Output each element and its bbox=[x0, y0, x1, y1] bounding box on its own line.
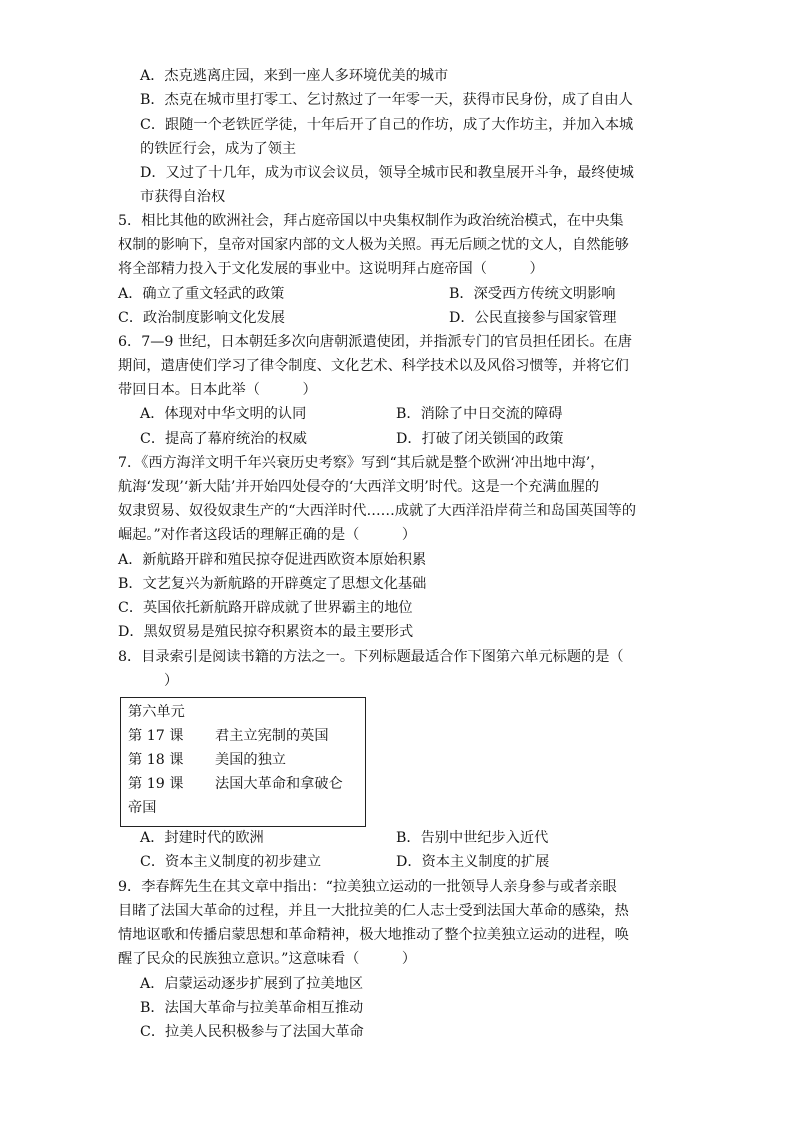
q7-option-c: C．英国依托新航路开辟成就了世界霸主的地位 bbox=[118, 600, 413, 616]
q6-option-c: C．提高了幕府统治的权威 bbox=[140, 431, 307, 447]
q6-stem-line2: 期间，遣唐使们学习了律令制度、文化艺术、科学技术以及风俗习惯等，并将它们 bbox=[118, 358, 629, 374]
q4-option-c-cont: 的铁匠行会，成为了领主 bbox=[140, 141, 297, 157]
q6-stem: 6．7—9 世纪，日本朝廷多次向唐朝派遣使团，并指派专门的官员担任团长。在唐 bbox=[118, 334, 632, 350]
q5-option-b: B．深受西方传统文明影响 bbox=[449, 286, 616, 302]
q4-option-d: D．又过了十几年，成为市议会议员，领导全城市民和教皇展开斗争，最终使城 bbox=[140, 165, 634, 181]
q7-option-a: A．新航路开辟和殖民掠夺促进西欧资本原始积累 bbox=[118, 552, 427, 568]
q5-option-c: C．政治制度影响文化发展 bbox=[118, 310, 285, 326]
q6-option-d: D．打破了闭关锁国的政策 bbox=[396, 431, 564, 447]
q8-option-a: A．封建时代的欧洲 bbox=[140, 830, 264, 846]
toc-lesson-title: 美国的独立 bbox=[215, 752, 286, 768]
q7-stem-line3: 奴隶贸易、奴役奴隶生产的“大西洋时代……成就了大西洋沿岸荷兰和岛国英国等的 bbox=[118, 503, 637, 519]
q8-option-b: B．告别中世纪步入近代 bbox=[396, 830, 549, 846]
toc-lesson-title: 君主立宪制的英国 bbox=[215, 728, 329, 744]
q7-stem-line2: 航海‘发现’‘新大陆’并开始四处侵夺的‘大西洋文明’时代。这是一个充满血腥的 bbox=[118, 479, 600, 495]
q5-stem: 5．相比其他的欧洲社会，拜占庭帝国以中央集权制作为政治统治模式，在中央集 bbox=[118, 213, 624, 229]
q5-stem-line3: 将全部精力投入于文化发展的事业中。这说明拜占庭帝国（ ） bbox=[118, 261, 544, 277]
q8-option-d: D．资本主义制度的扩展 bbox=[396, 854, 550, 870]
q8-option-c: C．资本主义制度的初步建立 bbox=[140, 854, 322, 870]
q9-stem: 9．李春辉先生在其文章中指出：“拉美独立运动的一批领导人亲身参与或者亲眼 bbox=[118, 879, 617, 895]
q5-option-d: D．公民直接参与国家管理 bbox=[449, 310, 617, 326]
q8-stem-line2: ） bbox=[164, 673, 179, 689]
q9-option-b: B．法国大革命与拉美革命相互推动 bbox=[140, 1000, 364, 1016]
toc-lesson-title-cont: 帝国 bbox=[128, 800, 157, 816]
toc-lesson-title: 法国大革命和拿破仑 bbox=[215, 776, 343, 792]
q4-option-b: B．杰克在城市里打零工、乞讨熬过了一年零一天，获得市民身份，成了自由人 bbox=[140, 92, 633, 108]
q8-stem: 8．目录索引是阅读书籍的方法之一。下列标题最适合作下图第六单元标题的是（ bbox=[118, 649, 624, 665]
q9-stem-line2: 目睹了法国大革命的过程，并且一大批拉美的仁人志士受到法国大革命的感染，热 bbox=[118, 903, 629, 919]
q4-option-d-cont: 市获得自治权 bbox=[140, 189, 226, 205]
q7-stem: 7．《西方海洋文明千年兴衰历史考察》写到“其后就是整个欧洲‘冲出地中海’， bbox=[118, 455, 605, 471]
q4-option-a: A．杰克逃离庄园，来到一座人多环境优美的城市 bbox=[140, 68, 449, 84]
q9-stem-line3: 情地讴歌和传播启蒙思想和革命精神，极大地推动了整个拉美独立运动的进程，唤 bbox=[118, 927, 629, 943]
q5-stem-line2: 权制的影响下，皇帝对国家内部的文人极为关照。再无后顾之忧的文人，自然能够 bbox=[118, 237, 629, 253]
q7-stem-line4: 崛起。”对作者这段话的理解正确的是（ ） bbox=[118, 527, 417, 543]
q5-option-a: A．确立了重文轻武的政策 bbox=[118, 286, 285, 302]
q9-stem-line4: 醒了民众的民族独立意识。”这意味看（ ） bbox=[118, 951, 417, 967]
q9-option-c: C．拉美人民积极参与了法国大革命 bbox=[140, 1024, 364, 1040]
q6-option-b: B．消除了中日交流的障碍 bbox=[396, 406, 563, 422]
toc-unit-title: 第六单元 bbox=[128, 704, 185, 720]
q6-option-a: A．体现对中华文明的认同 bbox=[140, 406, 307, 422]
q6-stem-line3: 带回日本。日本此举（ ） bbox=[118, 382, 317, 398]
q7-option-d: D．黑奴贸易是殖民掠夺积累资本的最主要形式 bbox=[118, 624, 414, 640]
toc-lesson-number: 第 18 课 bbox=[128, 752, 184, 768]
q9-option-a: A．启蒙运动逐步扩展到了拉美地区 bbox=[140, 976, 364, 992]
toc-lesson-number: 第 17 课 bbox=[128, 728, 184, 744]
q4-option-c: C．跟随一个老铁匠学徒，十年后开了自己的作坊，成了大作坊主，并加入本城 bbox=[140, 117, 634, 133]
toc-lesson-number: 第 19 课 bbox=[128, 776, 184, 792]
q7-option-b: B．文艺复兴为新航路的开辟奠定了思想文化基础 bbox=[118, 576, 427, 592]
